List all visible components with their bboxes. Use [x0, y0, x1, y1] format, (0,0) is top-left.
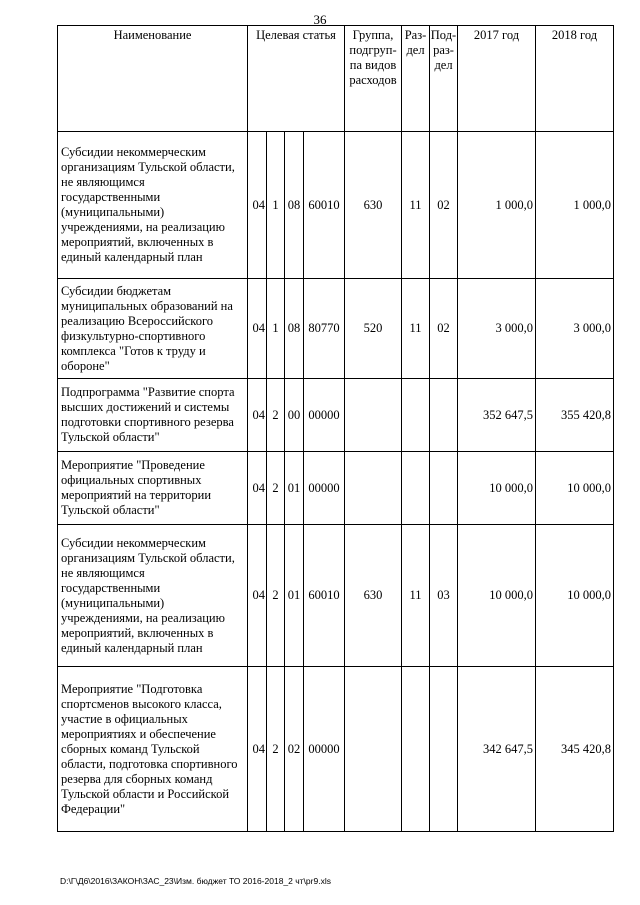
row-subsection: 03	[430, 525, 458, 667]
header-subsection: Под-раз-дел	[430, 26, 458, 132]
table-row	[58, 525, 614, 667]
table-row	[58, 279, 614, 379]
row-code-1: 04	[248, 667, 267, 832]
row-value-2017: 3 000,0	[458, 279, 536, 379]
row-code-2: 2	[267, 525, 285, 667]
row-code-3: 02	[285, 667, 304, 832]
row-section	[402, 452, 430, 525]
row-code-2: 2	[267, 379, 285, 452]
row-value-2018: 10 000,0	[536, 525, 614, 667]
row-value-2017: 10 000,0	[458, 452, 536, 525]
header-year-2018: 2018 год	[536, 26, 614, 132]
table-row	[58, 379, 614, 452]
row-section: 11	[402, 279, 430, 379]
row-group	[345, 452, 402, 525]
row-code-4: 00000	[304, 667, 345, 832]
page-number: 36	[313, 12, 327, 27]
row-value-2018: 3 000,0	[536, 279, 614, 379]
row-code-1: 04	[248, 379, 267, 452]
row-code-2: 2	[267, 452, 285, 525]
row-value-2018: 345 420,8	[536, 667, 614, 832]
row-code-3: 01	[285, 525, 304, 667]
row-subsection	[430, 667, 458, 832]
row-name: Субсидии некоммерческим организациям Тульской области, не являющимся государственными (муниципальными) учреждениями, на реализацию мероприятий, включенных в единый календарный план	[58, 525, 248, 667]
table-row	[58, 452, 614, 525]
row-section	[402, 379, 430, 452]
row-subsection	[430, 379, 458, 452]
row-value-2017: 342 647,5	[458, 667, 536, 832]
budget-table	[57, 25, 614, 832]
table-row	[58, 132, 614, 279]
row-name: Мероприятие "Проведение официальных спортивных мероприятий на территории Тульской области"	[58, 452, 248, 525]
row-code-4: 00000	[304, 379, 345, 452]
row-code-2: 1	[267, 279, 285, 379]
row-subsection	[430, 452, 458, 525]
row-section: 11	[402, 525, 430, 667]
row-group: 520	[345, 279, 402, 379]
row-name: Подпрограмма "Развитие спорта высших достижений и системы подготовки спортивного резерва Тульской области"	[58, 379, 248, 452]
row-code-4: 80770	[304, 279, 345, 379]
row-subsection: 02	[430, 279, 458, 379]
row-value-2018: 1 000,0	[536, 132, 614, 279]
row-name: Субсидии бюджетам муниципальных образований на реализацию Всероссийского физкультурно-спортивного комплекса "Готов к труду и обороне"	[58, 279, 248, 379]
row-code-1: 04	[248, 525, 267, 667]
row-section: 11	[402, 132, 430, 279]
row-section	[402, 667, 430, 832]
row-code-1: 04	[248, 452, 267, 525]
row-group: 630	[345, 525, 402, 667]
header-section: Раз-дел	[402, 26, 430, 132]
row-code-1: 04	[248, 132, 267, 279]
header-row	[58, 26, 614, 132]
row-code-3: 01	[285, 452, 304, 525]
header-year-2017: 2017 год	[458, 26, 536, 132]
row-code-3: 08	[285, 279, 304, 379]
row-value-2017: 352 647,5	[458, 379, 536, 452]
header-target: Целевая статья	[248, 26, 345, 132]
row-name: Мероприятие "Подготовка спортсменов высокого класса, участие в официальных мероприятиях и обеспечение сборных команд Тульской области, подготовка спортивного резерва для сборных команд Тульской области и Российской Федерации"	[58, 667, 248, 832]
row-value-2017: 10 000,0	[458, 525, 536, 667]
row-code-4: 60010	[304, 525, 345, 667]
row-code-2: 1	[267, 132, 285, 279]
row-code-2: 2	[267, 667, 285, 832]
row-group	[345, 667, 402, 832]
row-code-1: 04	[248, 279, 267, 379]
file-path-footer: D:\Г\Д6\2016\ЗАКОН\ЗАС_23\Изм. бюджет ТО 2016-2018_2 чт\pr9.xls	[60, 876, 331, 886]
header-name: Наименование	[58, 26, 248, 132]
row-group	[345, 379, 402, 452]
row-value-2017: 1 000,0	[458, 132, 536, 279]
row-code-4: 60010	[304, 132, 345, 279]
row-subsection: 02	[430, 132, 458, 279]
row-name: Субсидии некоммерческим организациям Тульской области, не являющимся государственными (муниципальными) учреждениями, на реализацию мероприятий, включенных в единый календарный план	[58, 132, 248, 279]
table-row	[58, 667, 614, 832]
row-value-2018: 10 000,0	[536, 452, 614, 525]
row-code-4: 00000	[304, 452, 345, 525]
row-group: 630	[345, 132, 402, 279]
row-code-3: 08	[285, 132, 304, 279]
row-code-3: 00	[285, 379, 304, 452]
row-value-2018: 355 420,8	[536, 379, 614, 452]
header-group: Группа, подгруп-па видов расходов	[345, 26, 402, 132]
